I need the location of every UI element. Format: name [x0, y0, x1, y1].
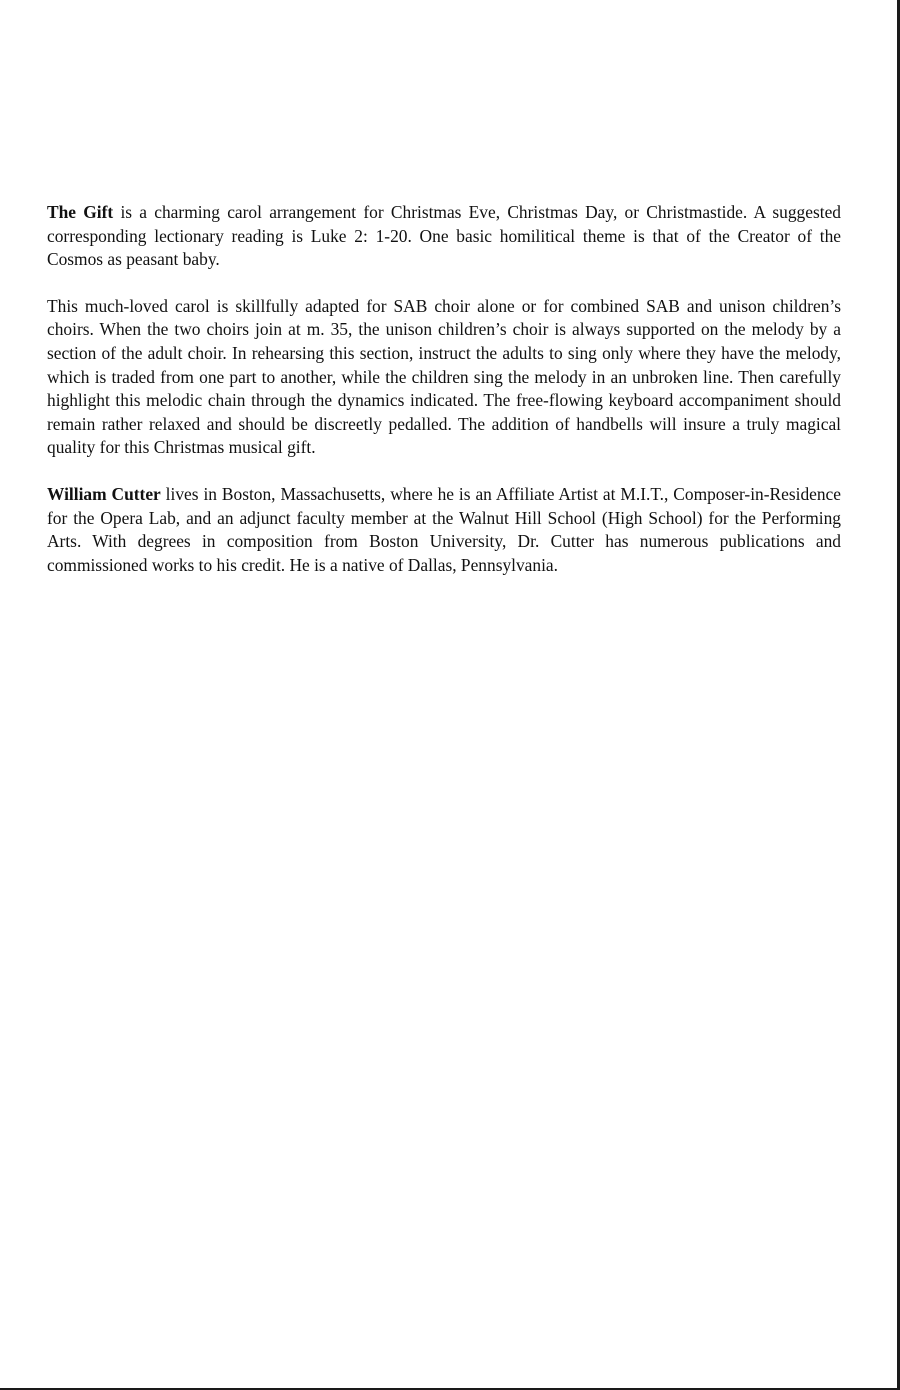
piece-title: The Gift: [47, 202, 114, 222]
performance-notes: [47, 201, 841, 600]
bio-text: lives in Boston, Massachusetts, where he is an Affiliate Artist at M.I.T., Composer-in-Residence for the Opera Lab, and an adjunct faculty member at the Walnut Hill School (High School) for the Performing Arts. With degrees in composition from Boston University, Dr. Cutter has numerous publications and commissioned works to his credit. He is a native of Dallas, Pennsylvania.: [47, 483, 841, 575]
performance-text: This much-loved carol is skillfully adapted for SAB choir alone or for combined SAB and unison children’s choirs. When the two choirs join at m. 35, the unison children’s choir is always supported on the melody by a section of the adult choir. In rehearsing this section, instruct the adults to sing only where they have the melody, which is traded from one part to another, while the children sing the melody in an unbroken line. Then carefully highlight this melodic chain through the dynamics indicated. The free-flowing keyboard accompaniment should remain rather relaxed and should be discreetly pedalled. The addition of handbells will insure a truly magical quality for this Christmas musical gift.: [47, 295, 841, 458]
intro-text: is a charming carol arrangement for Christmas Eve, Christmas Day, or Christmastide. A suggested corresponding lectionary reading is Luke 2: 1-20. One basic homilitical theme is that of the Creator of the Cosmos as peasant baby.: [47, 202, 841, 270]
performance-paragraph: [47, 295, 841, 460]
bio-paragraph: [47, 483, 841, 577]
composer-name: William Cutter: [47, 483, 161, 504]
intro-paragraph: [47, 201, 841, 272]
